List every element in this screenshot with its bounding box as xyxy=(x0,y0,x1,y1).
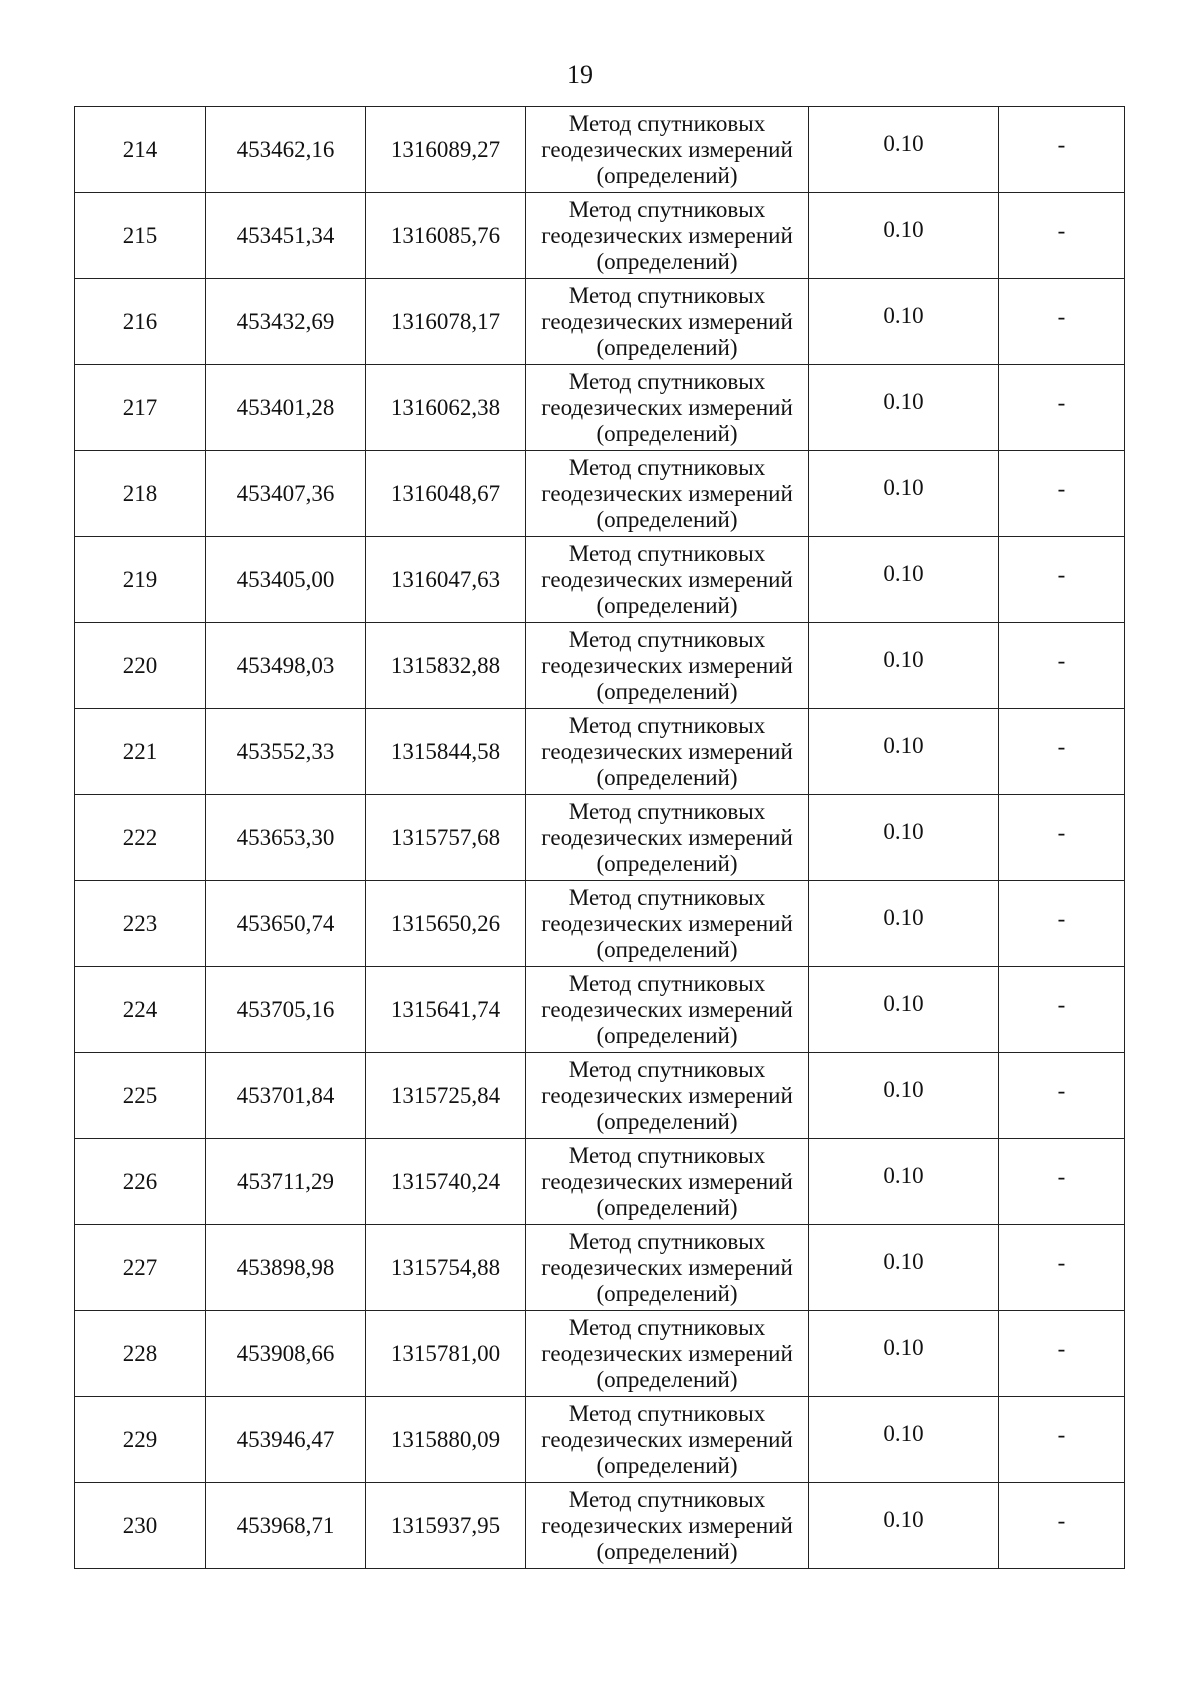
point-number-cell: 220 xyxy=(75,623,206,709)
precision-cell xyxy=(809,1311,999,1397)
method-cell xyxy=(526,709,809,795)
method-line: (определений) xyxy=(596,1366,738,1392)
table-row xyxy=(75,1225,1125,1311)
coordinate-x-cell: 453968,71 xyxy=(206,1483,366,1569)
coordinate-y-cell: 1315781,00 xyxy=(366,1311,526,1397)
method-line: Метод спутниковых xyxy=(568,1486,766,1512)
coordinate-x-cell: 453432,69 xyxy=(206,279,366,365)
method-cell xyxy=(526,881,809,967)
method-line: геодезических измерений xyxy=(541,394,793,420)
table-row xyxy=(75,1311,1125,1397)
coordinate-y-cell: 1316062,38 xyxy=(366,365,526,451)
method-cell xyxy=(526,365,809,451)
precision-value: 0.10 xyxy=(883,474,924,500)
point-number-cell: 227 xyxy=(75,1225,206,1311)
method-cell xyxy=(526,537,809,623)
method-line: (определений) xyxy=(596,162,738,188)
table-row xyxy=(75,193,1125,279)
precision-value: 0.10 xyxy=(883,1334,924,1360)
precision-cell xyxy=(809,193,999,279)
method-line: Метод спутниковых xyxy=(568,884,766,910)
method-line: геодезических измерений xyxy=(541,480,793,506)
table-row xyxy=(75,1397,1125,1483)
note-value: - xyxy=(1057,389,1066,415)
method-line: геодезических измерений xyxy=(541,136,793,162)
note-value: - xyxy=(1057,819,1066,845)
coordinate-y-cell: 1316089,27 xyxy=(366,107,526,193)
note-value: - xyxy=(1057,1335,1066,1361)
method-line: геодезических измерений xyxy=(541,1168,793,1194)
coordinate-y-cell: 1316085,76 xyxy=(366,193,526,279)
note-value: - xyxy=(1057,1507,1066,1533)
precision-cell xyxy=(809,623,999,709)
method-line: геодезических измерений xyxy=(541,910,793,936)
method-line: (определений) xyxy=(596,506,738,532)
note-cell xyxy=(999,967,1125,1053)
method-line: геодезических измерений xyxy=(541,1340,793,1366)
method-line: геодезических измерений xyxy=(541,1082,793,1108)
method-cell xyxy=(526,1053,809,1139)
note-value: - xyxy=(1057,217,1066,243)
point-number-cell: 229 xyxy=(75,1397,206,1483)
coordinate-y-cell: 1316078,17 xyxy=(366,279,526,365)
note-cell xyxy=(999,1397,1125,1483)
coordinate-x-cell: 453451,34 xyxy=(206,193,366,279)
method-line: Метод спутниковых xyxy=(568,1400,766,1426)
note-cell xyxy=(999,451,1125,537)
method-line: Метод спутниковых xyxy=(568,1142,766,1168)
point-number-cell: 216 xyxy=(75,279,206,365)
point-number-cell: 214 xyxy=(75,107,206,193)
note-cell xyxy=(999,193,1125,279)
point-number-cell: 218 xyxy=(75,451,206,537)
table-row xyxy=(75,881,1125,967)
method-line: геодезических измерений xyxy=(541,566,793,592)
note-value: - xyxy=(1057,991,1066,1017)
method-cell xyxy=(526,1397,809,1483)
method-cell xyxy=(526,795,809,881)
table-row xyxy=(75,709,1125,795)
method-line: Метод спутниковых xyxy=(568,368,766,394)
precision-value: 0.10 xyxy=(883,1420,924,1446)
note-value: - xyxy=(1057,475,1066,501)
method-line: (определений) xyxy=(596,764,738,790)
method-cell xyxy=(526,451,809,537)
method-line: геодезических измерений xyxy=(541,1254,793,1280)
note-cell xyxy=(999,795,1125,881)
method-line: (определений) xyxy=(596,1194,738,1220)
note-value: - xyxy=(1057,1077,1066,1103)
table-row xyxy=(75,967,1125,1053)
method-line: геодезических измерений xyxy=(541,1426,793,1452)
method-line: геодезических измерений xyxy=(541,824,793,850)
method-line: Метод спутниковых xyxy=(568,1056,766,1082)
precision-cell xyxy=(809,795,999,881)
coordinate-x-cell: 453705,16 xyxy=(206,967,366,1053)
note-value: - xyxy=(1057,1163,1066,1189)
point-number-cell: 215 xyxy=(75,193,206,279)
precision-value: 0.10 xyxy=(883,1162,924,1188)
point-number-cell: 230 xyxy=(75,1483,206,1569)
coordinate-y-cell: 1315880,09 xyxy=(366,1397,526,1483)
precision-cell xyxy=(809,1397,999,1483)
coordinate-x-cell: 453462,16 xyxy=(206,107,366,193)
table-row xyxy=(75,451,1125,537)
method-line: (определений) xyxy=(596,1108,738,1134)
precision-value: 0.10 xyxy=(883,216,924,242)
point-number-cell: 224 xyxy=(75,967,206,1053)
precision-cell xyxy=(809,537,999,623)
method-cell xyxy=(526,1311,809,1397)
note-value: - xyxy=(1057,647,1066,673)
coordinate-y-cell: 1315650,26 xyxy=(366,881,526,967)
coordinate-y-cell: 1315754,88 xyxy=(366,1225,526,1311)
coordinate-y-cell: 1316047,63 xyxy=(366,537,526,623)
method-line: Метод спутниковых xyxy=(568,540,766,566)
point-number-cell: 217 xyxy=(75,365,206,451)
precision-value: 0.10 xyxy=(883,646,924,672)
precision-cell xyxy=(809,1483,999,1569)
method-line: Метод спутниковых xyxy=(568,798,766,824)
method-line: Метод спутниковых xyxy=(568,970,766,996)
precision-value: 0.10 xyxy=(883,1506,924,1532)
method-line: (определений) xyxy=(596,936,738,962)
note-cell xyxy=(999,279,1125,365)
note-value: - xyxy=(1057,303,1066,329)
note-cell xyxy=(999,1225,1125,1311)
method-line: (определений) xyxy=(596,334,738,360)
coordinates-table xyxy=(74,106,1125,1569)
precision-value: 0.10 xyxy=(883,732,924,758)
precision-value: 0.10 xyxy=(883,990,924,1016)
note-cell xyxy=(999,1311,1125,1397)
method-line: (определений) xyxy=(596,592,738,618)
table-row xyxy=(75,1139,1125,1225)
coordinate-x-cell: 453701,84 xyxy=(206,1053,366,1139)
method-line: Метод спутниковых xyxy=(568,626,766,652)
method-line: Метод спутниковых xyxy=(568,1228,766,1254)
precision-cell xyxy=(809,107,999,193)
note-value: - xyxy=(1057,131,1066,157)
precision-cell xyxy=(809,365,999,451)
coordinate-y-cell: 1315844,58 xyxy=(366,709,526,795)
coordinate-y-cell: 1315740,24 xyxy=(366,1139,526,1225)
precision-cell xyxy=(809,1139,999,1225)
precision-value: 0.10 xyxy=(883,560,924,586)
coordinate-y-cell: 1315937,95 xyxy=(366,1483,526,1569)
coordinate-x-cell: 453498,03 xyxy=(206,623,366,709)
precision-value: 0.10 xyxy=(883,302,924,328)
method-line: Метод спутниковых xyxy=(568,712,766,738)
note-cell xyxy=(999,623,1125,709)
table-row xyxy=(75,537,1125,623)
method-cell xyxy=(526,107,809,193)
method-cell xyxy=(526,967,809,1053)
method-line: геодезических измерений xyxy=(541,1512,793,1538)
method-line: геодезических измерений xyxy=(541,738,793,764)
method-line: Метод спутниковых xyxy=(568,282,766,308)
note-cell xyxy=(999,881,1125,967)
point-number-cell: 228 xyxy=(75,1311,206,1397)
point-number-cell: 225 xyxy=(75,1053,206,1139)
note-cell xyxy=(999,537,1125,623)
precision-cell xyxy=(809,709,999,795)
page-number: 19 xyxy=(567,60,593,89)
note-value: - xyxy=(1057,1249,1066,1275)
precision-value: 0.10 xyxy=(883,1248,924,1274)
note-cell xyxy=(999,365,1125,451)
coordinate-y-cell: 1315641,74 xyxy=(366,967,526,1053)
coordinate-x-cell: 453946,47 xyxy=(206,1397,366,1483)
method-cell xyxy=(526,623,809,709)
method-line: (определений) xyxy=(596,850,738,876)
point-number-cell: 219 xyxy=(75,537,206,623)
method-line: (определений) xyxy=(596,248,738,274)
method-line: (определений) xyxy=(596,420,738,446)
coordinate-y-cell: 1316048,67 xyxy=(366,451,526,537)
precision-value: 0.10 xyxy=(883,1076,924,1102)
table-row xyxy=(75,107,1125,193)
table-row xyxy=(75,623,1125,709)
coordinate-x-cell: 453405,00 xyxy=(206,537,366,623)
note-cell xyxy=(999,709,1125,795)
method-line: Метод спутниковых xyxy=(568,110,766,136)
note-cell xyxy=(999,1139,1125,1225)
method-line: (определений) xyxy=(596,1280,738,1306)
point-number-cell: 226 xyxy=(75,1139,206,1225)
note-value: - xyxy=(1057,561,1066,587)
precision-value: 0.10 xyxy=(883,388,924,414)
coordinate-y-cell: 1315725,84 xyxy=(366,1053,526,1139)
method-line: (определений) xyxy=(596,1538,738,1564)
coordinate-x-cell: 453908,66 xyxy=(206,1311,366,1397)
table-row xyxy=(75,365,1125,451)
precision-value: 0.10 xyxy=(883,904,924,930)
coordinate-x-cell: 453898,98 xyxy=(206,1225,366,1311)
note-cell xyxy=(999,1053,1125,1139)
method-line: (определений) xyxy=(596,678,738,704)
method-line: геодезических измерений xyxy=(541,652,793,678)
note-value: - xyxy=(1057,1421,1066,1447)
method-line: Метод спутниковых xyxy=(568,1314,766,1340)
precision-cell xyxy=(809,451,999,537)
method-line: геодезических измерений xyxy=(541,308,793,334)
method-line: геодезических измерений xyxy=(541,996,793,1022)
table-row xyxy=(75,1053,1125,1139)
coordinate-x-cell: 453650,74 xyxy=(206,881,366,967)
method-line: геодезических измерений xyxy=(541,222,793,248)
note-value: - xyxy=(1057,905,1066,931)
method-line: Метод спутниковых xyxy=(568,196,766,222)
table-row xyxy=(75,279,1125,365)
method-cell xyxy=(526,279,809,365)
coordinate-y-cell: 1315757,68 xyxy=(366,795,526,881)
coordinate-x-cell: 453653,30 xyxy=(206,795,366,881)
note-cell xyxy=(999,107,1125,193)
coordinate-x-cell: 453407,36 xyxy=(206,451,366,537)
precision-value: 0.10 xyxy=(883,818,924,844)
coordinate-x-cell: 453552,33 xyxy=(206,709,366,795)
note-cell xyxy=(999,1483,1125,1569)
method-line: (определений) xyxy=(596,1452,738,1478)
precision-cell xyxy=(809,279,999,365)
precision-value: 0.10 xyxy=(883,130,924,156)
method-cell xyxy=(526,1139,809,1225)
precision-cell xyxy=(809,967,999,1053)
note-value: - xyxy=(1057,733,1066,759)
coordinate-x-cell: 453711,29 xyxy=(206,1139,366,1225)
table-row xyxy=(75,795,1125,881)
precision-cell xyxy=(809,881,999,967)
coordinate-x-cell: 453401,28 xyxy=(206,365,366,451)
point-number-cell: 223 xyxy=(75,881,206,967)
method-cell xyxy=(526,1483,809,1569)
point-number-cell: 222 xyxy=(75,795,206,881)
point-number-cell: 221 xyxy=(75,709,206,795)
method-line: Метод спутниковых xyxy=(568,454,766,480)
precision-cell xyxy=(809,1225,999,1311)
table-row xyxy=(75,1483,1125,1569)
precision-cell xyxy=(809,1053,999,1139)
method-cell xyxy=(526,1225,809,1311)
method-line: (определений) xyxy=(596,1022,738,1048)
coordinate-y-cell: 1315832,88 xyxy=(366,623,526,709)
method-cell xyxy=(526,193,809,279)
